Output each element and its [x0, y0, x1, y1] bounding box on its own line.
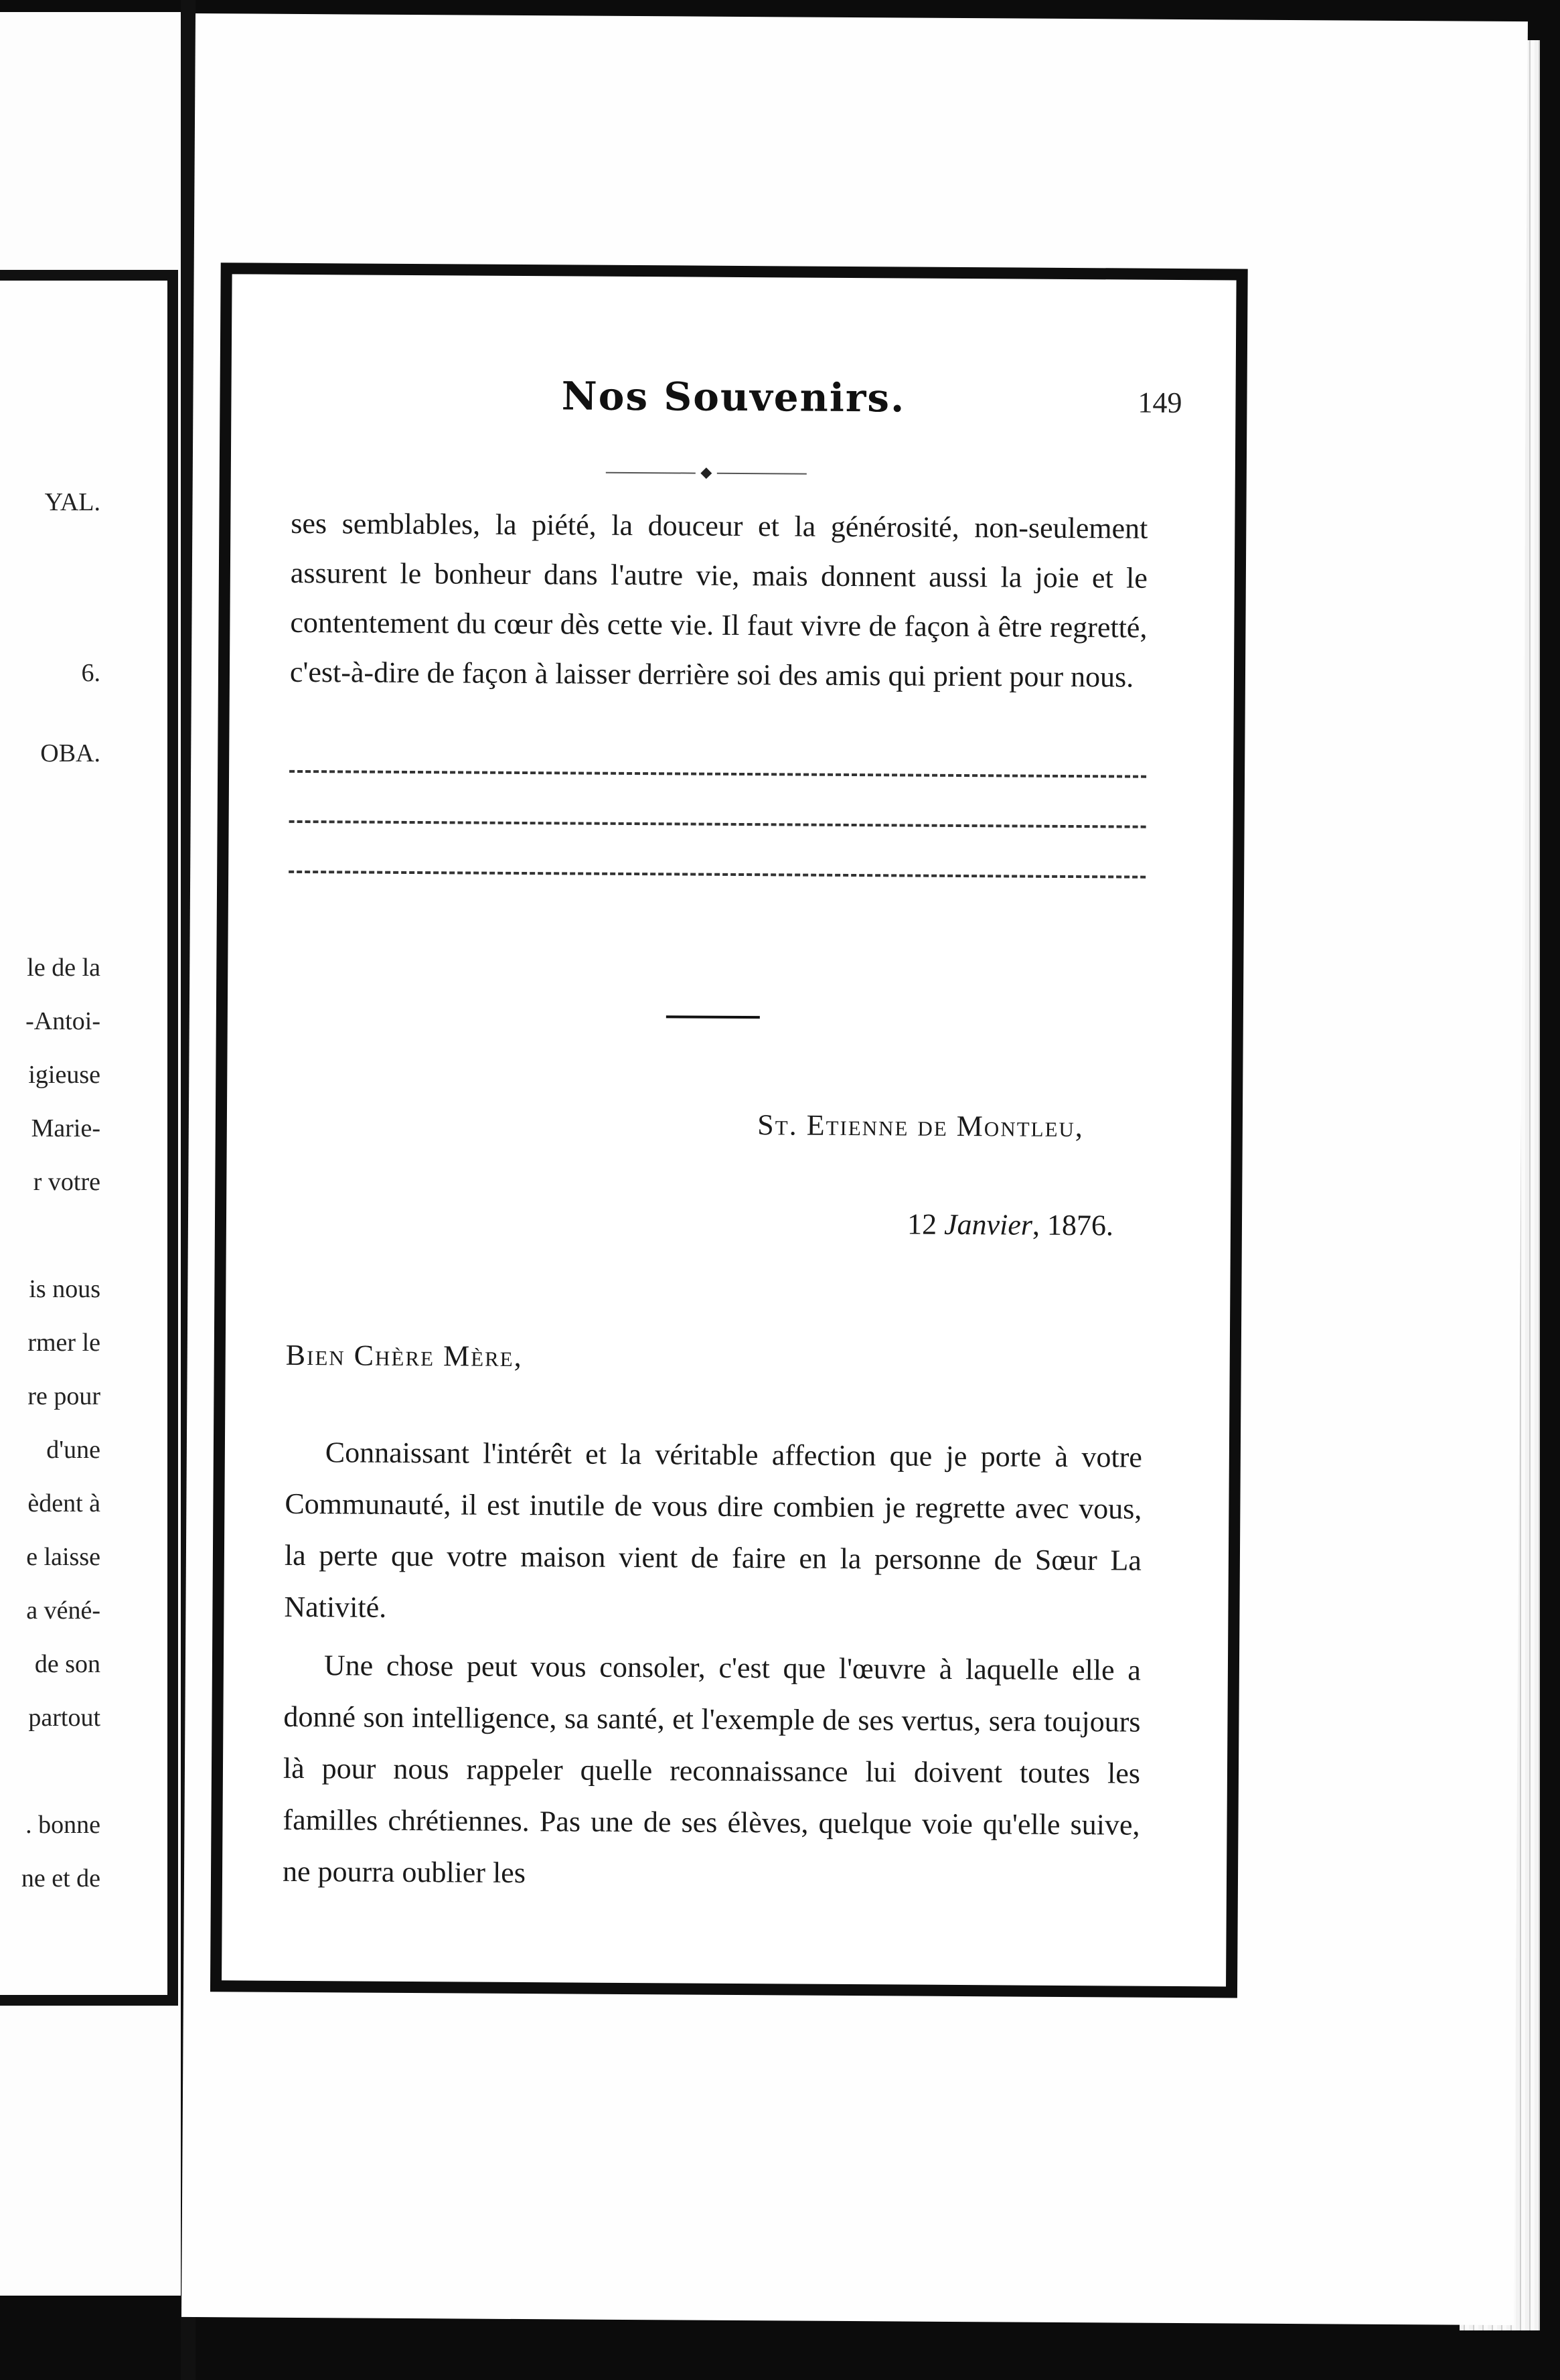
continued-text: ses semblables, la piété, la douceur et la générosité, non-seulement assurent le bonheur dans l'autre vie, mais donnent aussi la joie et le contentement du cœur dès cette vie. Il faut vivre de façon à être regretté, c'est-à-dire de façon à laisser derrière soi des amis qui prient pour nous. — [289, 506, 1148, 694]
letter-salutation: Bien Chère Mère, — [285, 1338, 523, 1373]
previous-page-line: èdent à — [27, 1490, 100, 1517]
previous-page — [0, 12, 181, 2296]
previous-page-line: 6. — [81, 660, 100, 686]
previous-page-line: igieuse — [28, 1061, 100, 1088]
date-day: 12 — [907, 1207, 937, 1241]
header-ornament — [606, 468, 807, 479]
running-title: Nos Souvenirs. — [561, 373, 906, 421]
ellipsis-row-1 — [289, 770, 1146, 781]
letter-body — [283, 1426, 1142, 1903]
previous-page-line: d'une — [46, 1436, 100, 1463]
mourning-border — [210, 263, 1248, 1998]
previous-page-line: YAL. — [44, 489, 100, 516]
previous-page-line: a véné- — [26, 1597, 100, 1624]
previous-page-line: -Antoi- — [25, 1008, 100, 1035]
previous-page-line: partout — [28, 1704, 100, 1731]
letter-place: St. Etienne de Montleu, — [757, 1108, 1085, 1144]
previous-page-line: is nous — [29, 1276, 100, 1303]
previous-page-line: Marie- — [31, 1115, 100, 1142]
running-header — [231, 371, 1235, 423]
previous-page-line: rmer le — [27, 1329, 100, 1356]
previous-page-line: le de la — [27, 954, 100, 981]
continued-paragraph — [290, 499, 1148, 702]
page-number: 149 — [1138, 386, 1182, 420]
ellipsis-row-3 — [289, 871, 1146, 881]
letter-paragraph: Connaissant l'intérêt et la véritable affection que je porte à votre Communauté, il est inutile de vous dire combien je regrette avec vous, la perte que votre maison vient de faire en la personne de Sœur La Nativité. — [284, 1436, 1143, 1624]
current-page — [181, 13, 1528, 2325]
previous-page-line: e laisse — [26, 1544, 100, 1570]
letter-date — [907, 1207, 1113, 1243]
previous-page-line: OBA. — [40, 740, 100, 767]
previous-page-line: ne et de — [21, 1865, 100, 1892]
date-year: , 1876. — [1032, 1208, 1114, 1242]
section-divider — [666, 1015, 760, 1019]
previous-page-line: . bonne — [25, 1811, 100, 1838]
date-month: Janvier — [943, 1207, 1033, 1242]
ellipsis-row-2 — [289, 820, 1146, 831]
previous-page-line: re pour — [27, 1383, 100, 1410]
previous-page-line: de son — [34, 1651, 100, 1678]
previous-page-line: r votre — [33, 1169, 100, 1195]
letter-paragraph: Une chose peut vous consoler, c'est que l'œuvre à laquelle elle a donné son intelligence, sa santé, et l'exemple de ses vertus, sera toujours là pour nous rappeler quelle reconnaissance lui doivent toutes les familles chrétiennes. Pas une de ses élèves, quelque voie qu'elle suive, ne pourra oublier les — [282, 1649, 1142, 1890]
